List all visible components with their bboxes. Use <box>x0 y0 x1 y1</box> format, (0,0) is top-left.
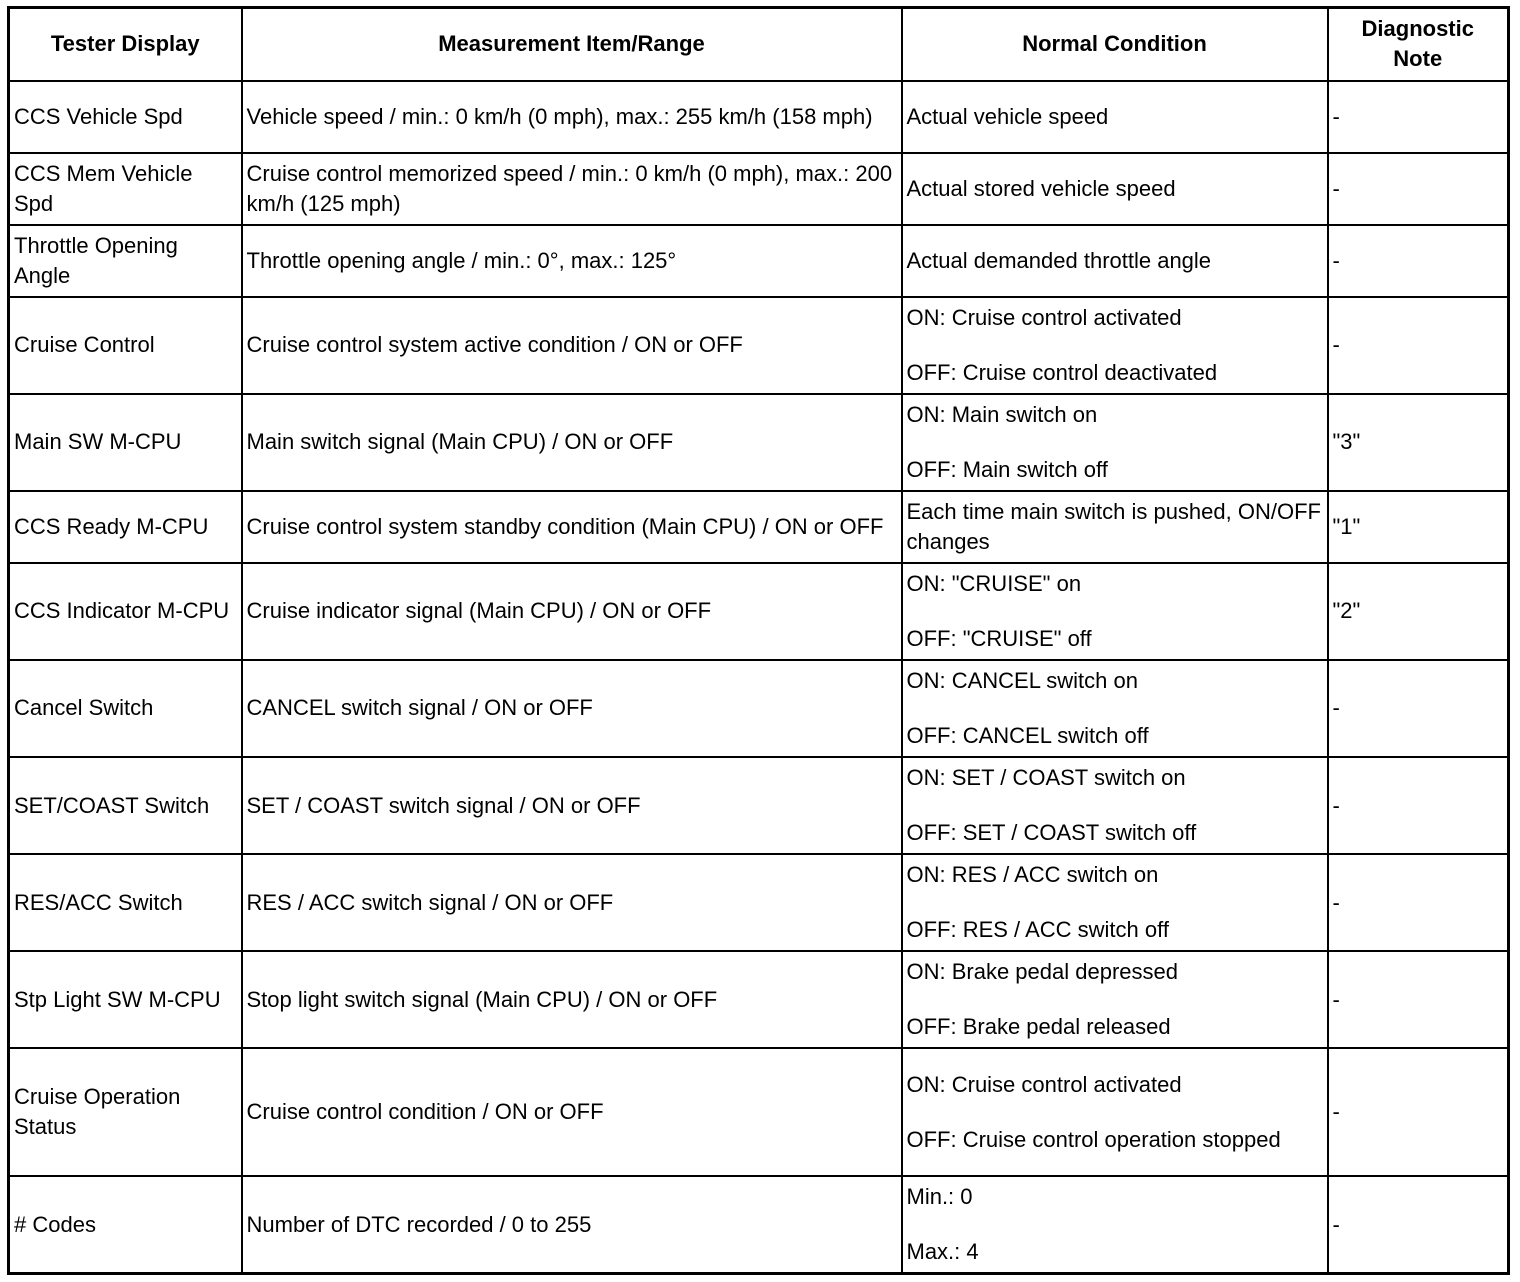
condition-line: ON: "CRUISE" on <box>906 570 1082 596</box>
measurement-cell: CANCEL switch signal / ON or OFF <box>242 660 902 757</box>
table-row <box>9 757 1509 854</box>
tester-display-cell: CCS Ready M-CPU <box>9 491 242 563</box>
tester-display-cell: Stp Light SW M-CPU <box>9 951 242 1048</box>
measurement-cell: Cruise control system active condition / ON or OFF <box>242 297 902 394</box>
condition-line: ON: Main switch on <box>906 401 1098 427</box>
measurement-cell: Vehicle speed / min.: 0 km/h (0 mph), max.: 255 km/h (158 mph) <box>242 81 902 153</box>
measurement-cell: Cruise control memorized speed / min.: 0 km/h (0 mph), max.: 200 km/h (125 mph) <box>242 153 902 225</box>
diagnostic-note-cell: - <box>1328 951 1509 1048</box>
condition-line: OFF: Cruise control operation stopped <box>906 1126 1281 1152</box>
condition-line: ON: Cruise control activated <box>906 304 1182 330</box>
measurement-cell: RES / ACC switch signal / ON or OFF <box>242 854 902 951</box>
condition-line: ON: SET / COAST switch on <box>906 765 1186 791</box>
normal-condition-cell <box>902 1048 1328 1176</box>
header-diagnostic-note: Diagnostic Note <box>1328 8 1509 81</box>
condition-line: ON: CANCEL switch on <box>906 667 1138 693</box>
normal-condition-cell <box>902 854 1328 951</box>
tester-display-cell: Throttle Opening Angle <box>9 225 242 297</box>
measurement-cell: Number of DTC recorded / 0 to 255 <box>242 1176 902 1273</box>
diagnostic-note-cell: "2" <box>1328 563 1509 660</box>
condition-line: ON: Brake pedal depressed <box>906 959 1178 985</box>
diagnostic-note-cell: - <box>1328 1176 1509 1273</box>
diagnostic-note-cell: - <box>1328 297 1509 394</box>
condition-line: Actual vehicle speed <box>906 103 1109 129</box>
diagnostic-note-cell: - <box>1328 153 1509 225</box>
condition-line: ON: Cruise control activated <box>906 1071 1182 1097</box>
table-row <box>9 563 1509 660</box>
normal-condition-cell <box>902 1176 1328 1273</box>
normal-condition-cell <box>902 660 1328 757</box>
table-row <box>9 854 1509 951</box>
tester-display-cell: Cruise Control <box>9 297 242 394</box>
tester-display-cell: CCS Mem Vehicle Spd <box>9 153 242 225</box>
condition-line: Actual stored vehicle speed <box>906 175 1176 201</box>
measurement-cell: Stop light switch signal (Main CPU) / ON or OFF <box>242 951 902 1048</box>
normal-condition-cell <box>902 563 1328 660</box>
diagnostic-note-cell: - <box>1328 660 1509 757</box>
diagnostic-note-cell: "1" <box>1328 491 1509 563</box>
condition-line: OFF: Cruise control deactivated <box>906 359 1218 385</box>
table-row <box>9 153 1509 225</box>
condition-line: Each time main switch is pushed, ON/OFF changes <box>906 498 1321 554</box>
tester-display-cell: Main SW M-CPU <box>9 394 242 491</box>
condition-line: Actual demanded throttle angle <box>906 247 1212 273</box>
normal-condition-cell <box>902 297 1328 394</box>
tester-display-cell: CCS Indicator M-CPU <box>9 563 242 660</box>
measurement-cell: Cruise indicator signal (Main CPU) / ON or OFF <box>242 563 902 660</box>
normal-condition-cell <box>902 951 1328 1048</box>
condition-line: ON: RES / ACC switch on <box>906 862 1159 888</box>
measurement-cell: Cruise control condition / ON or OFF <box>242 1048 902 1176</box>
tester-display-cell: RES/ACC Switch <box>9 854 242 951</box>
measurement-cell: SET / COAST switch signal / ON or OFF <box>242 757 902 854</box>
normal-condition-cell <box>902 491 1328 563</box>
header-normal-condition: Normal Condition <box>902 8 1328 81</box>
normal-condition-cell <box>902 394 1328 491</box>
table-row <box>9 81 1509 153</box>
diagnostic-note-cell: - <box>1328 757 1509 854</box>
tester-display-cell: # Codes <box>9 1176 242 1273</box>
header-tester-display: Tester Display <box>9 8 242 81</box>
condition-line: OFF: "CRUISE" off <box>906 625 1092 651</box>
table-row <box>9 225 1509 297</box>
table-row <box>9 297 1509 394</box>
table-row <box>9 951 1509 1048</box>
normal-condition-cell <box>902 225 1328 297</box>
tester-display-cell: CCS Vehicle Spd <box>9 81 242 153</box>
table-row <box>9 1048 1509 1176</box>
normal-condition-cell <box>902 757 1328 854</box>
condition-line: Max.: 4 <box>906 1239 979 1265</box>
header-row <box>9 8 1509 81</box>
diagnostic-note-cell: - <box>1328 81 1509 153</box>
table-row <box>9 394 1509 491</box>
data-table <box>7 6 1510 1275</box>
condition-line: Min.: 0 <box>906 1184 973 1210</box>
table-row <box>9 491 1509 563</box>
diagnostic-note-cell: - <box>1328 854 1509 951</box>
tester-display-cell: Cruise Operation Status <box>9 1048 242 1176</box>
tester-display-cell: SET/COAST Switch <box>9 757 242 854</box>
normal-condition-cell <box>902 153 1328 225</box>
condition-line: OFF: Brake pedal released <box>906 1014 1171 1040</box>
measurement-cell: Main switch signal (Main CPU) / ON or OFF <box>242 394 902 491</box>
condition-line: OFF: Main switch off <box>906 456 1108 482</box>
condition-line: OFF: SET / COAST switch off <box>906 820 1197 846</box>
condition-line: OFF: RES / ACC switch off <box>906 917 1169 943</box>
measurement-cell: Cruise control system standby condition (Main CPU) / ON or OFF <box>242 491 902 563</box>
diagnostic-note-cell: "3" <box>1328 394 1509 491</box>
table-row <box>9 1176 1509 1273</box>
table-row <box>9 660 1509 757</box>
condition-line: OFF: CANCEL switch off <box>906 722 1149 748</box>
tester-display-cell: Cancel Switch <box>9 660 242 757</box>
header-measurement: Measurement Item/Range <box>242 8 902 81</box>
measurement-cell: Throttle opening angle / min.: 0°, max.: 125° <box>242 225 902 297</box>
normal-condition-cell <box>902 81 1328 153</box>
diagnostic-note-cell: - <box>1328 225 1509 297</box>
diagnostic-note-cell: - <box>1328 1048 1509 1176</box>
